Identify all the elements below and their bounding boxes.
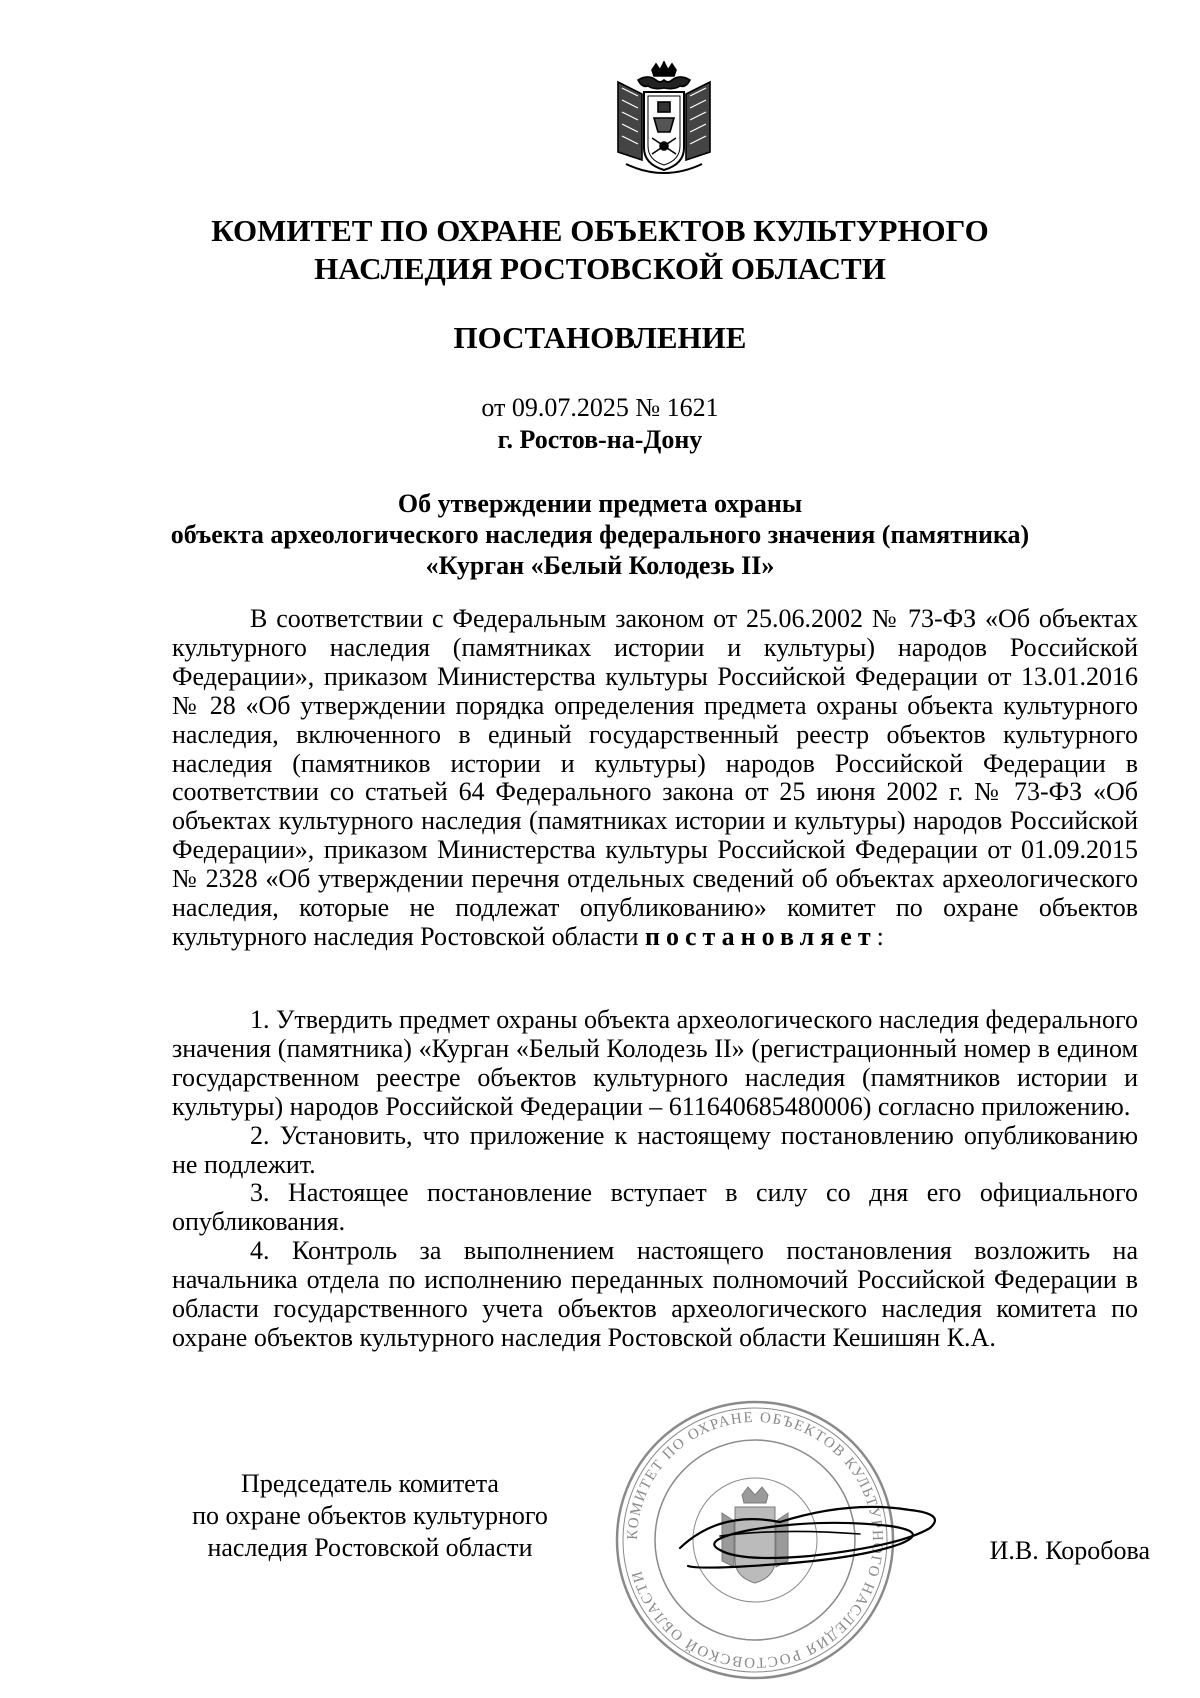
subject-line-3: «Курган «Белый Колодезь II» <box>425 551 775 580</box>
subject-line-1: Об утверждении предмета охраны <box>397 489 803 518</box>
organization-title-line-2: НАСЛЕДИЯ РОСТОВСКОЙ ОБЛАСТИ <box>314 251 886 286</box>
organization-title <box>0 212 1200 288</box>
document-date-number: от 09.07.2025 № 1621 <box>481 393 719 422</box>
preamble-paragraph <box>172 605 1138 952</box>
preamble <box>172 605 1138 952</box>
resolution-item: 1. Утвердить предмет охраны объекта археологического наследия федерального значения (памятника) «Курган «Белый Колодезь II» (регистрационный номер в едином государственном реестре объектов культурного наследия (памятников истории и культуры) народов Российской Федерации – 611640685480006) согласно приложению. <box>172 1005 1138 1121</box>
resolution-items <box>172 1006 1138 1353</box>
subject-line-2: объекта археологического наследия федерального значения (памятника) <box>170 520 1030 549</box>
resolution-item: 4. Контроль за выполнением настоящего постановления возложить на начальника отдела по исполнению переданных полномочий Российской Федерации в области государственного учета объектов археологического наследия комитета по охране объектов культурного наследия Ростовской области Кешишян К.А. <box>172 1236 1138 1352</box>
document-subject <box>150 488 1050 581</box>
signatory-position-line-3: наследия Ростовской области <box>207 1533 533 1562</box>
handwritten-signature <box>660 1470 950 1590</box>
preamble-text: В соответствии с Федеральным законом от 25.06.2002 № 73-ФЗ «Об объектах культурного наследия (памятниках истории и культуры) народов Российской Федерации», приказом Министерства культуры Российской Федерации от 13.01.2016 № 28 «Об утверждении порядка определения предмета охраны объекта культурного наследия, включенного в единый государственный реестр объектов культурного наследия (памятников истории и культуры) народов Российской Федерации в соответствии со статьей 64 Федерального закона от 25 июня 2002 г. № 73-ФЗ «Об объектах культурного наследия (памятниках истории и культуры) народов Российской Федерации», приказом Министерства культуры Российской Федерации от 01.09.2015 № 2328 «Об утверждении перечня отдельных сведений об объектах археологического наследия, которые не подлежат опубликованию» комитет по охране объектов культурного наследия Ростовской области <box>172 604 1138 951</box>
resolution-item: 2. Установить, что приложение к настоящему постановлению опубликованию не подлежит. <box>172 1120 1138 1179</box>
document-city: г. Ростов-на-Дону <box>497 425 703 454</box>
organization-title-line-1: КОМИТЕТ ПО ОХРАНЕ ОБЪЕКТОВ КУЛЬТУРНОГО <box>211 213 989 248</box>
resolution-item: 3. Настоящее постановление вступает в силу со дня его официального опубликования. <box>172 1178 1138 1237</box>
preamble-end: : <box>876 921 884 951</box>
signatory-position-line-1: Председатель комитета <box>241 1469 499 1498</box>
signatory-position-line-2: по охране объектов культурного <box>192 1501 548 1530</box>
signatory-position <box>160 1468 580 1564</box>
stamp-outer-text: КОМИТЕТ ПО ОХРАНЕ ОБЪЕКТОВ КУЛЬТУРНОГО НАСЛЕДИЯ РОСТОВСКОЙ ОБЛАСТИ <box>624 1409 886 1671</box>
signatory-name: И.В. Коробова <box>989 1536 1150 1565</box>
document-type: ПОСТАНОВЛЕНИЕ <box>453 320 747 355</box>
coat-of-arms-icon <box>604 60 724 180</box>
decree-word: постановляет <box>645 921 877 951</box>
